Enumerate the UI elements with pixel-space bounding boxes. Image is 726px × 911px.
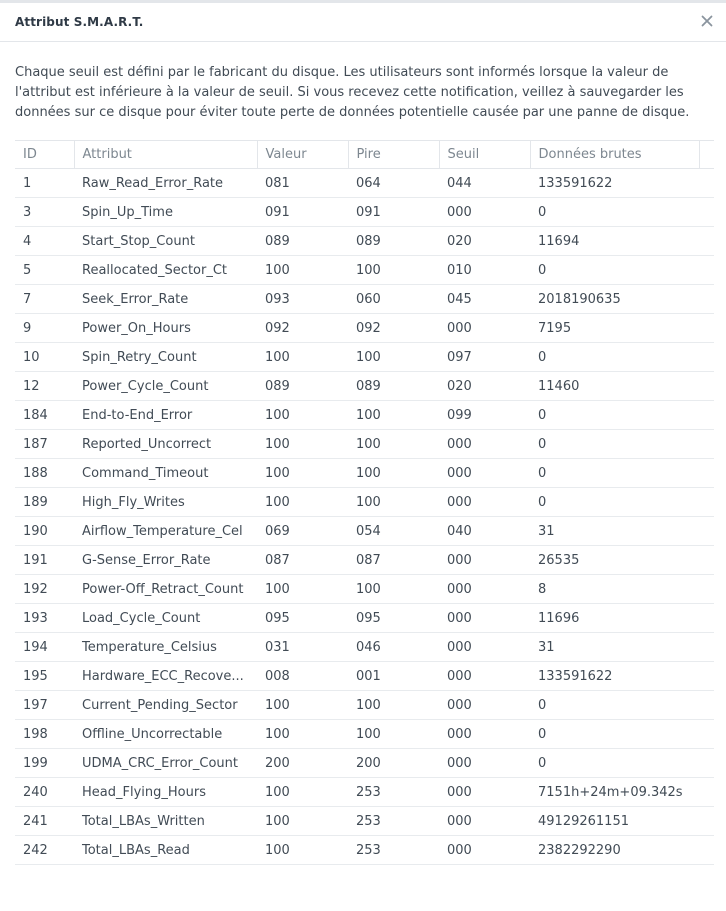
cell-seuil: 097 (439, 343, 530, 372)
cell-valeur: 087 (257, 546, 348, 575)
cell-donnees-brutes: 7195 (530, 314, 699, 343)
cell-spacer (699, 430, 714, 459)
cell-valeur: 100 (257, 401, 348, 430)
cell-attribut: Total_LBAs_Read (74, 836, 257, 865)
cell-spacer (699, 372, 714, 401)
cell-pire: 060 (348, 285, 439, 314)
cell-valeur: 100 (257, 836, 348, 865)
cell-pire: 087 (348, 546, 439, 575)
cell-donnees-brutes: 0 (530, 459, 699, 488)
cell-seuil: 000 (439, 430, 530, 459)
cell-spacer (699, 169, 714, 198)
dialog-description: Chaque seuil est défini par le fabricant du disque. Les utilisateurs sont informés lorsque la valeur de l'attribut est inférieure à la valeur de seuil. Si vous recevez cette notification, veillez à sauvegarder les données sur ce disque pour éviter toute perte de données potentielle causée par une panne de disque. (15, 65, 690, 120)
table-row[interactable] (15, 575, 714, 604)
cell-id: 241 (15, 807, 74, 836)
cell-id: 192 (15, 575, 74, 604)
cell-pire: 100 (348, 256, 439, 285)
cell-donnees-brutes: 0 (530, 430, 699, 459)
cell-id: 3 (15, 198, 74, 227)
cell-spacer (699, 546, 714, 575)
cell-spacer (699, 314, 714, 343)
cell-spacer (699, 517, 714, 546)
cell-seuil: 020 (439, 372, 530, 401)
table-row[interactable] (15, 836, 714, 865)
cell-pire: 089 (348, 372, 439, 401)
table-row[interactable] (15, 314, 714, 343)
cell-spacer (699, 401, 714, 430)
cell-donnees-brutes: 0 (530, 198, 699, 227)
cell-pire: 054 (348, 517, 439, 546)
table-row[interactable] (15, 546, 714, 575)
cell-id: 195 (15, 662, 74, 691)
close-icon (699, 13, 715, 29)
cell-spacer (699, 575, 714, 604)
cell-pire: 001 (348, 662, 439, 691)
cell-valeur: 095 (257, 604, 348, 633)
cell-valeur: 100 (257, 343, 348, 372)
cell-spacer (699, 459, 714, 488)
cell-donnees-brutes: 2382292290 (530, 836, 699, 865)
cell-spacer (699, 778, 714, 807)
cell-valeur: 100 (257, 430, 348, 459)
cell-id: 194 (15, 633, 74, 662)
cell-valeur: 031 (257, 633, 348, 662)
cell-spacer (699, 198, 714, 227)
cell-spacer (699, 285, 714, 314)
cell-id: 5 (15, 256, 74, 285)
cell-donnees-brutes: 2018190635 (530, 285, 699, 314)
cell-spacer (699, 604, 714, 633)
cell-seuil: 099 (439, 401, 530, 430)
table-row[interactable] (15, 401, 714, 430)
cell-id: 189 (15, 488, 74, 517)
cell-attribut: Raw_Read_Error_Rate (74, 169, 257, 198)
cell-seuil: 000 (439, 778, 530, 807)
cell-attribut: Reported_Uncorrect (74, 430, 257, 459)
cell-attribut: Temperature_Celsius (74, 633, 257, 662)
cell-valeur: 081 (257, 169, 348, 198)
column-header-attribut[interactable]: Attribut (74, 141, 257, 169)
table-row[interactable] (15, 662, 714, 691)
cell-donnees-brutes: 0 (530, 488, 699, 517)
cell-donnees-brutes: 26535 (530, 546, 699, 575)
cell-spacer (699, 807, 714, 836)
cell-pire: 091 (348, 198, 439, 227)
cell-pire: 100 (348, 720, 439, 749)
cell-valeur: 100 (257, 778, 348, 807)
cell-valeur: 100 (257, 575, 348, 604)
cell-donnees-brutes: 0 (530, 343, 699, 372)
column-header-valeur[interactable]: Valeur (257, 141, 348, 169)
cell-attribut: Spin_Up_Time (74, 198, 257, 227)
cell-donnees-brutes: 0 (530, 401, 699, 430)
table-row[interactable] (15, 604, 714, 633)
cell-donnees-brutes: 8 (530, 575, 699, 604)
table-row[interactable] (15, 488, 714, 517)
table-row[interactable] (15, 198, 714, 227)
cell-seuil: 000 (439, 691, 530, 720)
cell-spacer (699, 633, 714, 662)
column-header-seuil[interactable]: Seuil (439, 141, 530, 169)
cell-donnees-brutes: 133591622 (530, 169, 699, 198)
table-row[interactable] (15, 517, 714, 546)
cell-id: 198 (15, 720, 74, 749)
cell-id: 191 (15, 546, 74, 575)
cell-valeur: 069 (257, 517, 348, 546)
cell-attribut: Command_Timeout (74, 459, 257, 488)
cell-seuil: 000 (439, 459, 530, 488)
cell-valeur: 100 (257, 807, 348, 836)
cell-seuil: 000 (439, 546, 530, 575)
cell-seuil: 040 (439, 517, 530, 546)
dialog-titlebar (0, 3, 726, 42)
cell-attribut: Current_Pending_Sector (74, 691, 257, 720)
cell-spacer (699, 343, 714, 372)
table-row[interactable] (15, 430, 714, 459)
cell-attribut: Total_LBAs_Written (74, 807, 257, 836)
cell-pire: 200 (348, 749, 439, 778)
cell-id: 193 (15, 604, 74, 633)
cell-pire: 089 (348, 227, 439, 256)
cell-attribut: UDMA_CRC_Error_Count (74, 749, 257, 778)
table-row[interactable] (15, 778, 714, 807)
cell-attribut: Start_Stop_Count (74, 227, 257, 256)
cell-donnees-brutes: 0 (530, 691, 699, 720)
cell-seuil: 000 (439, 604, 530, 633)
cell-valeur: 092 (257, 314, 348, 343)
table-row[interactable] (15, 807, 714, 836)
cell-donnees-brutes: 11460 (530, 372, 699, 401)
cell-seuil: 000 (439, 575, 530, 604)
cell-attribut: Offline_Uncorrectable (74, 720, 257, 749)
cell-valeur: 089 (257, 227, 348, 256)
cell-seuil: 000 (439, 749, 530, 778)
table-row[interactable] (15, 633, 714, 662)
table-row[interactable] (15, 256, 714, 285)
cell-valeur: 093 (257, 285, 348, 314)
cell-id: 197 (15, 691, 74, 720)
cell-seuil: 000 (439, 314, 530, 343)
cell-id: 1 (15, 169, 74, 198)
cell-id: 188 (15, 459, 74, 488)
cell-spacer (699, 836, 714, 865)
cell-valeur: 100 (257, 488, 348, 517)
cell-pire: 253 (348, 807, 439, 836)
cell-seuil: 020 (439, 227, 530, 256)
cell-id: 7 (15, 285, 74, 314)
cell-valeur: 100 (257, 720, 348, 749)
cell-id: 10 (15, 343, 74, 372)
cell-id: 9 (15, 314, 74, 343)
cell-id: 12 (15, 372, 74, 401)
table-row[interactable] (15, 720, 714, 749)
cell-pire: 064 (348, 169, 439, 198)
cell-donnees-brutes: 0 (530, 256, 699, 285)
cell-seuil: 000 (439, 720, 530, 749)
cell-attribut: Load_Cycle_Count (74, 604, 257, 633)
cell-spacer (699, 488, 714, 517)
cell-id: 242 (15, 836, 74, 865)
cell-attribut: Reallocated_Sector_Ct (74, 256, 257, 285)
cell-id: 187 (15, 430, 74, 459)
cell-attribut: Power_On_Hours (74, 314, 257, 343)
cell-id: 190 (15, 517, 74, 546)
cell-spacer (699, 662, 714, 691)
cell-pire: 095 (348, 604, 439, 633)
cell-pire: 046 (348, 633, 439, 662)
cell-pire: 100 (348, 575, 439, 604)
cell-donnees-brutes: 0 (530, 749, 699, 778)
cell-attribut: Power-Off_Retract_Count (74, 575, 257, 604)
column-header-donnees-brutes[interactable]: Données brutes (530, 141, 699, 169)
cell-attribut: G-Sense_Error_Rate (74, 546, 257, 575)
cell-seuil: 000 (439, 198, 530, 227)
cell-spacer (699, 691, 714, 720)
cell-valeur: 100 (257, 256, 348, 285)
cell-valeur: 100 (257, 459, 348, 488)
cell-id: 184 (15, 401, 74, 430)
cell-seuil: 000 (439, 488, 530, 517)
cell-attribut: Spin_Retry_Count (74, 343, 257, 372)
cell-id: 4 (15, 227, 74, 256)
cell-donnees-brutes: 31 (530, 633, 699, 662)
close-button[interactable] (699, 13, 715, 29)
table-header-row (15, 141, 714, 169)
cell-pire: 100 (348, 459, 439, 488)
cell-pire: 092 (348, 314, 439, 343)
cell-seuil: 010 (439, 256, 530, 285)
smart-attributes-table (15, 140, 714, 865)
cell-spacer (699, 720, 714, 749)
column-header-id[interactable]: ID (15, 141, 74, 169)
cell-id: 240 (15, 778, 74, 807)
cell-pire: 100 (348, 691, 439, 720)
table-row[interactable] (15, 372, 714, 401)
cell-donnees-brutes: 11696 (530, 604, 699, 633)
table-row[interactable] (15, 343, 714, 372)
cell-id: 199 (15, 749, 74, 778)
cell-donnees-brutes: 49129261151 (530, 807, 699, 836)
cell-spacer (699, 749, 714, 778)
cell-donnees-brutes: 0 (530, 720, 699, 749)
table-row[interactable] (15, 169, 714, 198)
table-row[interactable] (15, 459, 714, 488)
cell-attribut: Seek_Error_Rate (74, 285, 257, 314)
cell-attribut: Head_Flying_Hours (74, 778, 257, 807)
cell-seuil: 000 (439, 836, 530, 865)
cell-donnees-brutes: 133591622 (530, 662, 699, 691)
cell-seuil: 000 (439, 662, 530, 691)
cell-seuil: 045 (439, 285, 530, 314)
cell-spacer (699, 227, 714, 256)
cell-attribut: High_Fly_Writes (74, 488, 257, 517)
cell-donnees-brutes: 11694 (530, 227, 699, 256)
table-row[interactable] (15, 749, 714, 778)
cell-donnees-brutes: 31 (530, 517, 699, 546)
cell-attribut: End-to-End_Error (74, 401, 257, 430)
cell-pire: 100 (348, 401, 439, 430)
cell-attribut: Airflow_Temperature_Cel (74, 517, 257, 546)
cell-valeur: 100 (257, 691, 348, 720)
cell-valeur: 200 (257, 749, 348, 778)
table-row[interactable] (15, 285, 714, 314)
dialog-title: Attribut S.M.A.R.T. (15, 15, 144, 29)
cell-pire: 100 (348, 343, 439, 372)
cell-donnees-brutes: 7151h+24m+09.342s (530, 778, 699, 807)
cell-pire: 100 (348, 488, 439, 517)
cell-attribut: Power_Cycle_Count (74, 372, 257, 401)
cell-valeur: 091 (257, 198, 348, 227)
cell-attribut: Hardware_ECC_Recove... (74, 662, 257, 691)
cell-valeur: 008 (257, 662, 348, 691)
cell-seuil: 000 (439, 807, 530, 836)
cell-spacer (699, 256, 714, 285)
column-header-spacer (699, 141, 714, 169)
table-row[interactable] (15, 227, 714, 256)
column-header-pire[interactable]: Pire (348, 141, 439, 169)
cell-seuil: 044 (439, 169, 530, 198)
cell-pire: 253 (348, 836, 439, 865)
cell-seuil: 000 (439, 633, 530, 662)
cell-valeur: 089 (257, 372, 348, 401)
cell-pire: 253 (348, 778, 439, 807)
cell-pire: 100 (348, 430, 439, 459)
table-row[interactable] (15, 691, 714, 720)
